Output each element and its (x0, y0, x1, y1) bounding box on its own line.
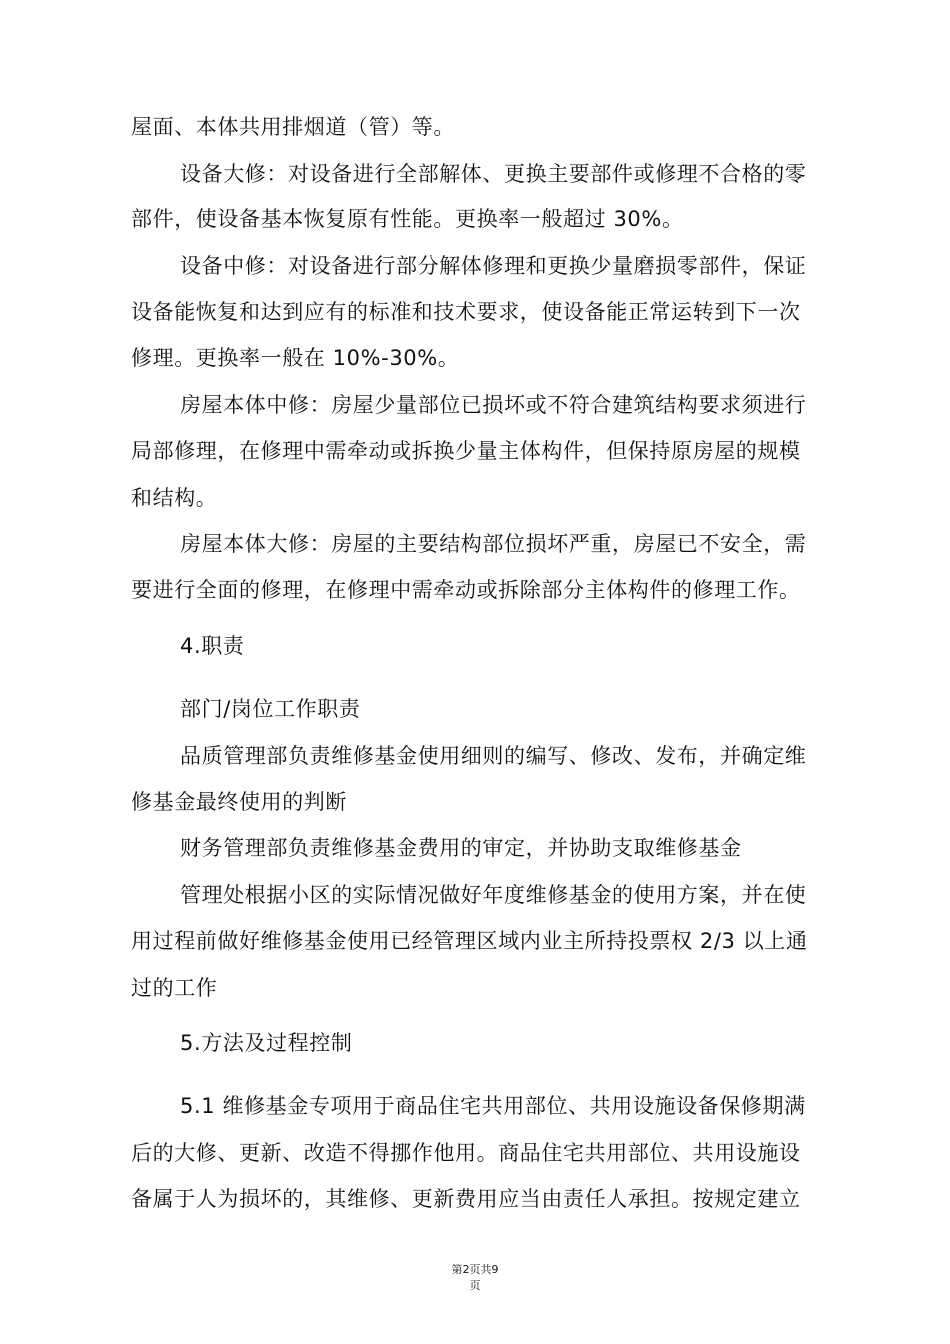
paragraph-line: 备属于人为损坏的，其维修、更新费用应当由责任人承担。按规定建立 (131, 1187, 801, 1211)
section-heading: 4.职责 (180, 634, 245, 658)
paragraph-line: 设备大修：对设备进行全部解体、更换主要部件或修理不合格的零 (180, 162, 807, 186)
sub-heading: 部门/岗位工作职责 (180, 697, 361, 721)
paragraph-line: 管理处根据小区的实际情况做好年度维修基金的使用方案，并在使 (180, 883, 807, 907)
page-number-continued: 页 (469, 1279, 481, 1292)
paragraph-line: 修基金最终使用的判断 (131, 790, 347, 814)
paragraph-line: 和结构。 (131, 486, 218, 510)
paragraph-line: 部件，使设备基本恢复原有性能。更换率一般超过 30%。 (131, 207, 684, 231)
paragraph-line: 局部修理，在修理中需牵动或拆换少量主体构件，但保持原房屋的规模 (131, 439, 801, 463)
paragraph-line: 5.1 维修基金专项用于商品住宅共用部位、共用设施设备保修期满 (180, 1094, 806, 1118)
section-heading: 5.方法及过程控制 (180, 1031, 353, 1055)
paragraph-line: 设备能恢复和达到应有的标准和技术要求，使设备能正常运转到下一次 (131, 300, 801, 324)
paragraph-line: 财务管理部负责维修基金费用的审定，并协助支取维修基金 (180, 836, 742, 860)
paragraph-line: 设备中修：对设备进行部分解体修理和更换少量磨损零部件，保证 (180, 254, 807, 278)
paragraph-line: 过的工作 (131, 976, 218, 1000)
paragraph-line: 屋面、本体共用排烟道（管）等。 (131, 115, 455, 139)
paragraph-line: 修理。更换率一般在 10%-30%。 (131, 346, 460, 370)
page-number: 第2页共9 (451, 1263, 499, 1276)
paragraph-line: 用过程前做好维修基金使用已经管理区域内业主所持投票权 2/3 以上通 (131, 929, 808, 953)
paragraph-line: 房屋本体大修：房屋的主要结构部位损坏严重，房屋已不安全，需 (180, 532, 807, 556)
paragraph-line: 品质管理部负责维修基金使用细则的编写、修改、发布，并确定维 (180, 744, 807, 768)
paragraph-line: 要进行全面的修理，在修理中需牵动或拆除部分主体构件的修理工作。 (131, 578, 801, 602)
paragraph-line: 房屋本体中修：房屋少量部位已损坏或不符合建筑结构要求须进行 (180, 393, 807, 417)
paragraph-line: 后的大修、更新、改造不得挪作他用。商品住宅共用部位、共用设施设 (131, 1141, 801, 1165)
